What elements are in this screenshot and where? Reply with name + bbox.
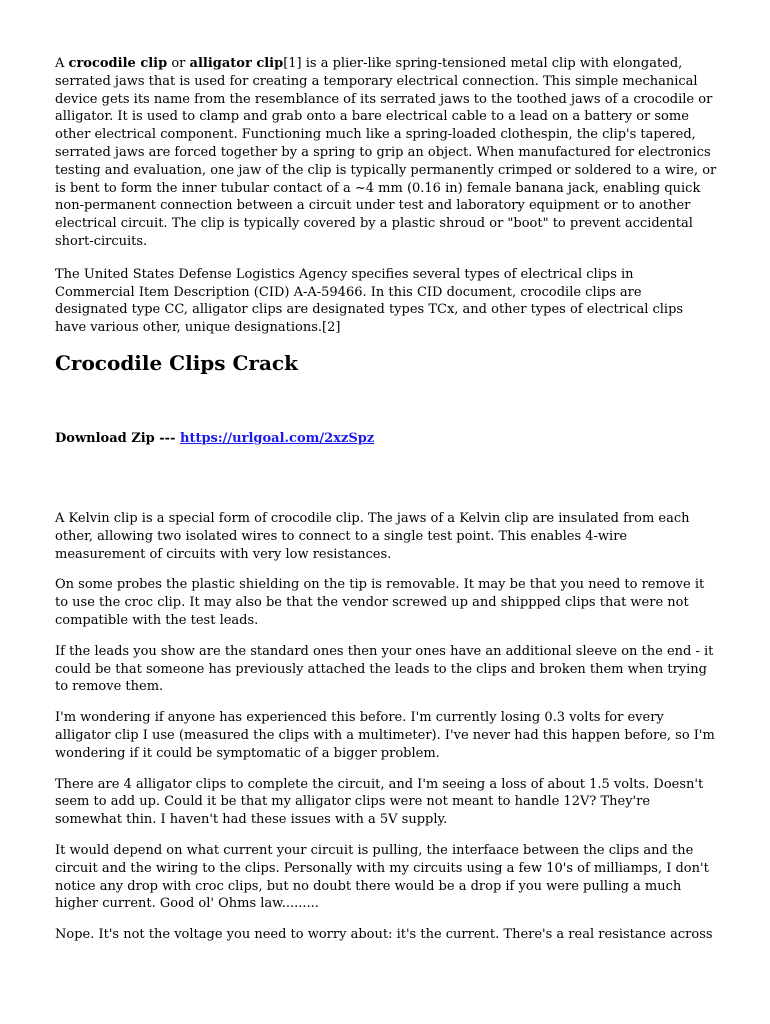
download-line [55, 430, 717, 448]
term-alligator-clip: alligator clip [189, 56, 284, 71]
document-page [55, 55, 717, 957]
intro-lead: A [55, 56, 69, 71]
intro-or: or [167, 56, 190, 71]
intro-rest: [1] is a plier-like spring-tensioned metal clip with elongated, serrated jaws that is used for creating a temporary electrical connection. This simple mechanical device gets its name from the resemblance of its serrated jaws to the toothed jaws of a crocodile or alligator. It is used to clamp and grab onto a bare electrical cable to a lead on a battery or some other electrical component. Functioning much like a spring-loaded clothespin, the clip's tapered, serrated jaws are forced together by a spring to grip an object. When manufactured for electronics testing and evaluation, one jaw of the clip is typically permanently crimped or soldered to a wire, or is bent to form the inner tubular contact of a ~4 mm (0.16 in) female banana jack, enabling quick non-permanent connection between a circuit under test and laboratory equipment or to another electrical circuit. The clip is typically covered by a plastic shroud or "boot" to prevent accidental short-circuits. [55, 56, 717, 249]
body-paragraph: On some probes the plastic shielding on the tip is removable. It may be that you need to remove it to use the croc clip. It may also be that the vendor screwed up and shippped clips that were not compatible with the test leads. [55, 577, 705, 628]
download-link[interactable]: https://urlgoal.com/2xzSpz [180, 430, 375, 446]
body-paragraph: A Kelvin clip is a special form of crocodile clip. The jaws of a Kelvin clip are insulated from each other, allowing two isolated wires to connect to a single test point. This enables 4-wire measurement of circuits with very low resistances. [55, 510, 690, 562]
body-paragraph: There are 4 alligator clips to complete the circuit, and I'm seeing a loss of about 1.5 volts. Doesn't seem to add up. Could it be that my alligator clips were not meant to handle 12V? They're somewhat thin. I haven't had these issues with a 5V supply. [55, 776, 704, 828]
download-label: Download Zip --- [55, 430, 176, 446]
page-title: Crocodile Clips Crack [55, 350, 298, 375]
intro-paragraph [55, 55, 717, 251]
term-crocodile-clip: crocodile clip [68, 56, 168, 71]
dla-paragraph: The United States Defense Logistics Agency specifies several types of electrical clips in Commercial Item Description (CID) A-A-59466. In this CID document, crocodile clips are designated type CC, alligator clips are designated types TCx, and other types of electrical clips have various other, unique designations.[2] [55, 266, 684, 336]
body-paragraph: I'm wondering if anyone has experienced this before. I'm currently losing 0.3 volts for every alligator clip I use (measured the clips with a multimeter). I've never had this happen before, so I'm wondering if it could be symptomatic of a bigger problem. [55, 710, 715, 761]
body-paragraph: It would depend on what current your circuit is pulling, the interfaace between the clips and the circuit and the wiring to the clips. Personally with my circuits using a few 10's of milliamps, I don't notice any drop with croc clips, but no doubt there would be a drop if you were pulling a much higher current. Good ol' Ohms law......... [55, 842, 709, 912]
spacer [55, 448, 717, 510]
body-paragraph: If the leads you show are the standard ones then your ones have an additional sleeve on the end - it could be that someone has previously attached the leads to the clips and broken them when trying to remove them. [55, 643, 714, 695]
body-paragraph: Nope. It's not the voltage you need to worry about: it's the current. There's a real resistance across [55, 927, 713, 943]
